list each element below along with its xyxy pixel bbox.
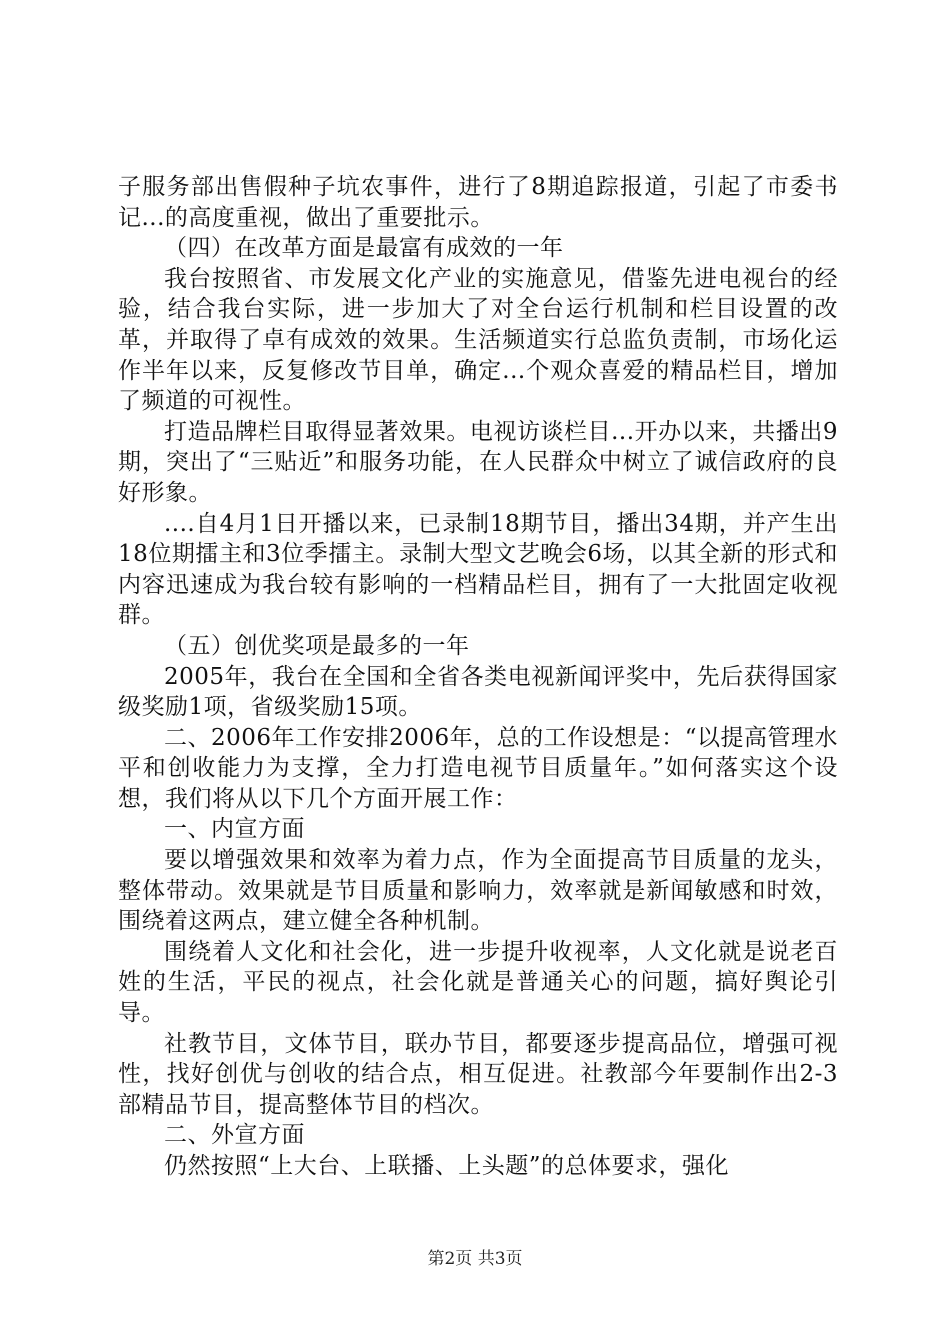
- page-footer: [0, 1244, 950, 1269]
- paragraph: 仍然按照“上大台、上联播、上头题”的总体要求，强化: [164, 1153, 730, 1179]
- paragraph: 子服务部出售假种子坑农事件，进行了8期追踪报道，引起了市委书记...的高度重视，做出了重要批示。: [118, 174, 838, 231]
- paragraph: ....自4月1日开播以来，已录制18期节目，播出34期，并产生出18位期擂主和3位季擂主。录制大型文艺晚会6场，以其全新的形式和内容迅速成为我台较有影响的一档精品栏目，拥有了一大批固定收视群。: [118, 510, 838, 629]
- paragraph: 二、2006年工作安排2006年，总的工作设想是：“以提高管理水平和创收能力为支撑，全力打造电视节目质量年。”如何落实这个设想，我们将从以下几个方面开展工作：: [118, 724, 838, 812]
- paragraph: 围绕着人文化和社会化，进一步提升收视率，人文化就是说老百姓的生活，平民的视点，社会化就是普通关心的问题，搞好舆论引导。: [118, 938, 838, 1027]
- paragraph: 打造品牌栏目取得显著效果。电视访谈栏目...开办以来，共播出9期，突出了“三贴近”和服务功能，在人民群众中树立了诚信政府的良好形象。: [118, 418, 838, 506]
- paragraph: 社教节目，文体节目，联办节目，都要逐步提高品位，增强可视性，找好创优与创收的结合点，相互促进。社教部今年要制作出2-3部精品节目，提高整体节目的档次。: [118, 1030, 838, 1118]
- paragraph: 要以增强效果和效率为着力点，作为全面提高节目质量的龙头，整体带动。效果就是节目质量和影响力，效率就是新闻敏感和时效，围绕着这两点，建立健全各种机制。: [118, 847, 838, 935]
- section-heading: （五）创优奖项是最多的一年: [164, 632, 470, 659]
- paragraph: 2005年，我台在全国和全省各类电视新闻评奖中，先后获得国家级奖励1项，省级奖励15项。: [118, 663, 838, 721]
- page-number-label: 第2页 共3页: [427, 1249, 523, 1269]
- section-heading: 一、内宣方面: [164, 816, 305, 843]
- section-heading: （四）在改革方面是最富有成效的一年: [164, 235, 564, 262]
- paragraph: 我台按照省、市发展文化产业的实施意见，借鉴先进电视台的经验，结合我台实际，进一步加大了对全台运行机制和栏目设置的改革，并取得了卓有成效的效果。生活频道实行总监负责制，市场化运作半年以来，反复修改节目单，确定...个观众喜爱的精品栏目，增加了频道的可视性。: [118, 265, 838, 415]
- section-heading: 二、外宣方面: [164, 1122, 305, 1149]
- document-body: [118, 172, 838, 1182]
